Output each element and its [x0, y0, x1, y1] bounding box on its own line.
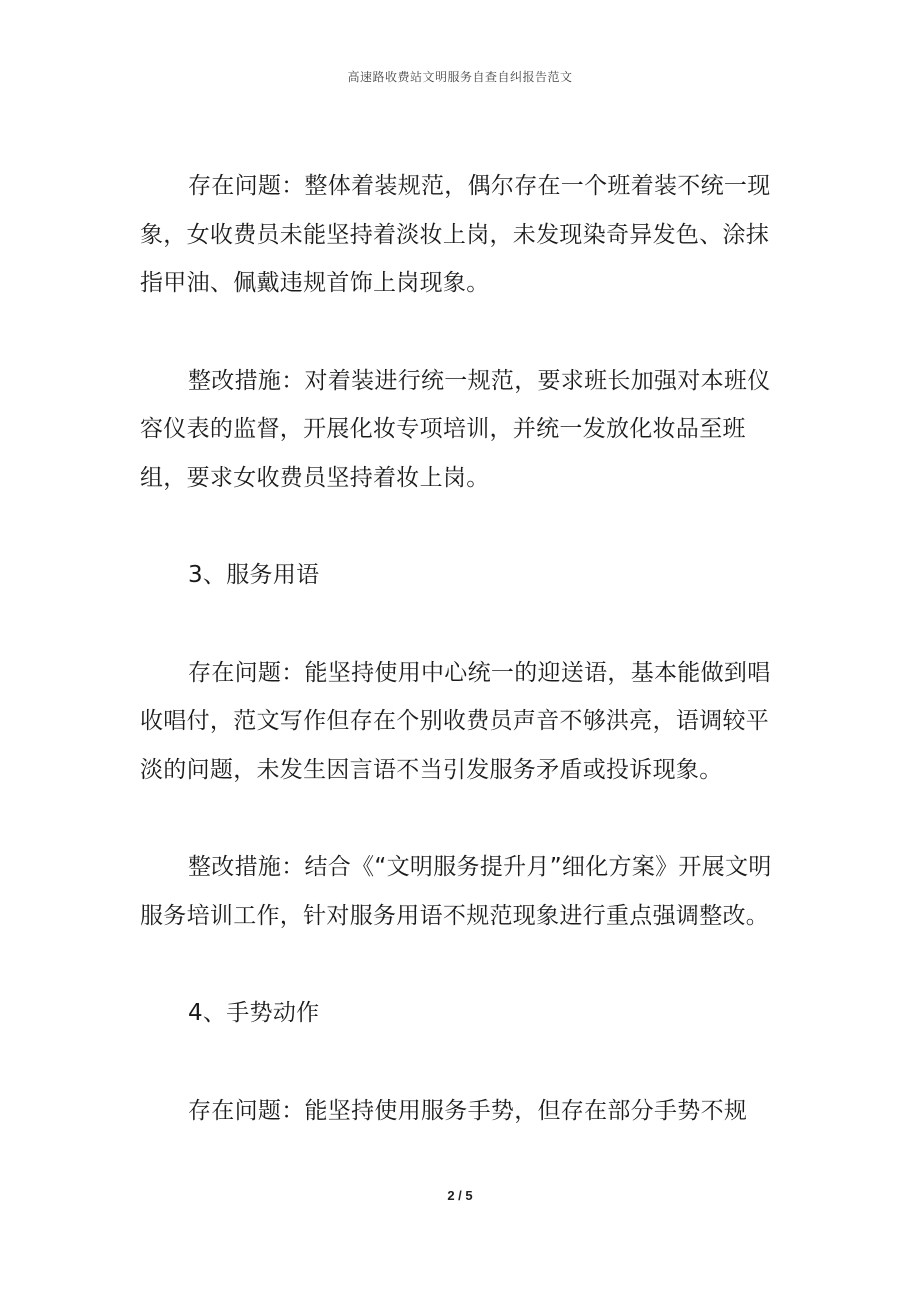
paragraph-dress-measure: 整改措施：对着装进行统一规范，要求班长加强对本班仪容仪表的监督，开展化妆专项培训，并统一发放化妆品至班组，要求女收费员坚持着妆上岗。: [140, 367, 771, 491]
paragraph-language-issue: 存在问题：能坚持使用中心统一的迎送语，基本能做到唱收唱付，范文写作但存在个别收费员声音不够洪亮，语调较平淡的问题，未发生因言语不当引发服务矛盾或投诉现象。: [140, 659, 771, 783]
paragraph-gesture-issue: 存在问题：能坚持使用服务手势，但存在部分手势不规: [188, 1097, 748, 1124]
section-heading-service-language: 3、服务用语: [188, 562, 320, 588]
document-body: [140, 162, 790, 1135]
paragraph-dress-issue: 存在问题：整体着装规范，偶尔存在一个班着装不统一现象，女收费员未能坚持着淡妆上岗，未发现染奇异发色、涂抹指甲油、佩戴违规首饰上岗现象。: [140, 173, 771, 296]
paragraph-language-measure: 整改措施：结合《“文明服务提升月”细化方案》开展文明服务培训工作，针对服务用语不规范现象进行重点强调整改。: [140, 854, 772, 929]
page-header: 高速路收费站文明服务自查自纠报告范文: [347, 70, 573, 84]
section-heading-gestures: 4、手势动作: [188, 1000, 320, 1026]
page-number: 2 / 5: [447, 1188, 473, 1203]
